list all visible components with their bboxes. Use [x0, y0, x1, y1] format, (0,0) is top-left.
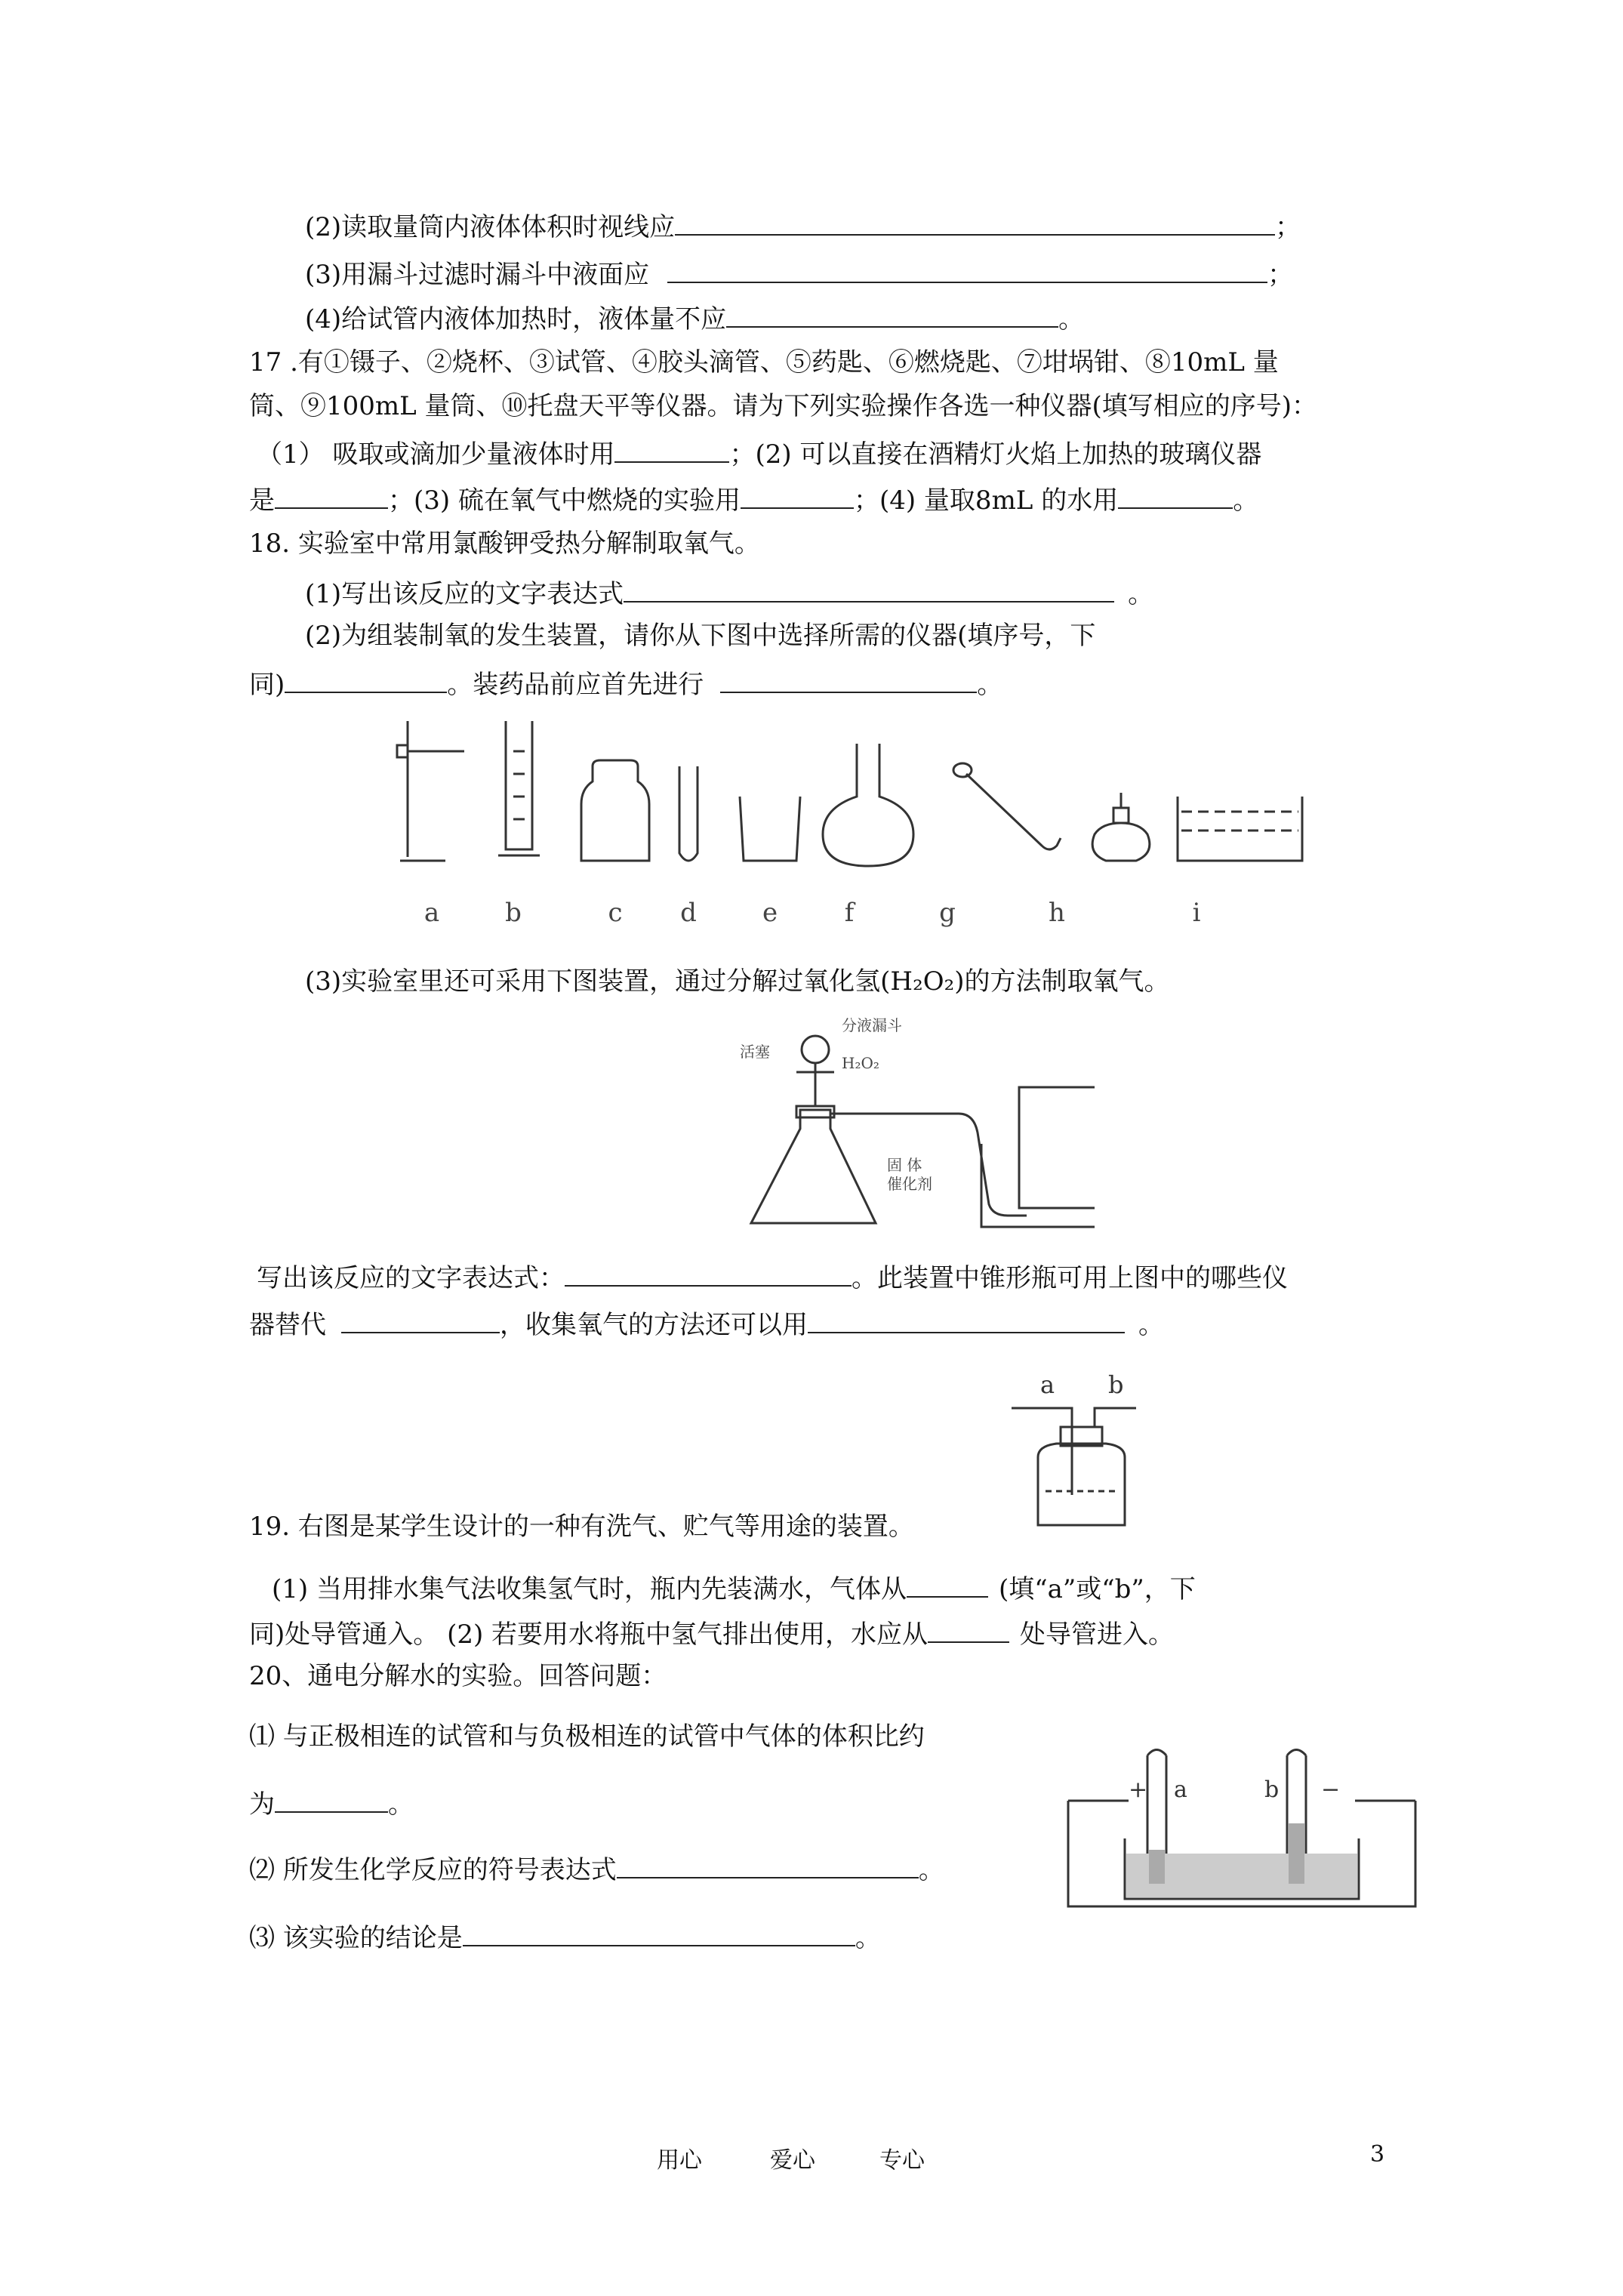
answer-blank[interactable]: [928, 1616, 1009, 1643]
q20-title: 20、通电分解水的实验。回答问题：: [249, 1661, 667, 1691]
q17-line3: （1） 吸取或滴加少量液体时用 ；(2) 可以直接在酒精灯火焰上加热的玻璃仪器: [257, 436, 1261, 470]
answer-blank[interactable]: [565, 1259, 852, 1287]
q18-part3: (3)实验室里还可采用下图装置，通过分解过氧化氢(H₂O₂)的方法制取氧气。: [305, 966, 1170, 997]
funnel-label: 分液漏斗: [842, 1016, 902, 1034]
footer-word: 专心: [879, 2147, 925, 2174]
electrolysis-figure: [1053, 1740, 1431, 1914]
beaker-icon: [740, 797, 800, 861]
footer-word: 爱心: [770, 2147, 815, 2174]
stopcock-label: 活塞: [740, 1043, 770, 1061]
water-trough-icon: [1178, 797, 1302, 861]
answer-blank[interactable]: [726, 300, 1058, 328]
delivery-tube-icon: [953, 763, 1061, 849]
minus-sign: −: [1321, 1777, 1341, 1803]
apparatus-label: c: [608, 898, 623, 928]
answer-blank[interactable]: [275, 482, 388, 509]
answer-blank[interactable]: [675, 208, 1275, 236]
answer-blank[interactable]: [624, 575, 1114, 603]
test-tube-icon: [679, 766, 698, 861]
q18-part5: 器替代 ，收集氧气的方法还可以用 。: [249, 1306, 1164, 1340]
answer-blank[interactable]: [617, 1851, 919, 1878]
catalyst-label: 催化剂: [887, 1175, 932, 1193]
q16-part4: (4)给试管内液体加热时，液体量不应 。: [305, 300, 1084, 334]
q17-line1: 17 .有①镊子、②烧杯、③试管、④胶头滴管、⑤药匙、⑥燃烧匙、⑦坩埚钳、⑧10mL 量: [249, 347, 1279, 378]
q17-line4: 是 ；(3) 硫在氧气中燃烧的实验用 ；(4) 量取8mL 的水用 。: [249, 482, 1258, 516]
tube-b-label: b: [1108, 1370, 1124, 1399]
answer-blank[interactable]: [1118, 482, 1233, 509]
tube-a-label: a: [1040, 1370, 1055, 1399]
apparatus-label: h: [1049, 898, 1065, 928]
q17-line2: 筒、⑨100mL 量筒、⑩托盘天平等仪器。请为下列实验操作各选一种仪器(填写相应的序号)：: [249, 391, 1318, 421]
apparatus-label: e: [762, 898, 778, 928]
alcohol-lamp-icon: [1092, 793, 1150, 861]
apparatus-label: i: [1192, 898, 1201, 928]
q18-part2-cont: 同) 。装药品前应首先进行 。: [249, 666, 1002, 700]
tube-a-label: a: [1174, 1777, 1187, 1803]
h2o2-apparatus-figure: [717, 1008, 1095, 1234]
answer-blank[interactable]: [275, 1786, 388, 1813]
q20-line4: ⑶ 该实验的结论是 。: [249, 1919, 881, 1953]
answer-blank[interactable]: [907, 1570, 988, 1598]
apparatus-label: a: [423, 898, 440, 928]
h2o2-label: H₂O₂: [842, 1054, 879, 1072]
catalyst-label: 固 体: [887, 1156, 922, 1174]
gas-jar-icon: [581, 760, 649, 861]
apparatus-label: f: [844, 898, 855, 928]
q16-part3: (3)用漏斗过滤时漏斗中液面应 ；: [305, 256, 1293, 290]
q16-part2: (2)读取量筒内液体体积时视线应 ；: [305, 208, 1301, 242]
apparatus-label: g: [939, 898, 956, 928]
footer-word: 用心: [657, 2147, 702, 2174]
answer-blank[interactable]: [341, 1306, 500, 1333]
answer-blank[interactable]: [463, 1919, 855, 1946]
apparatus-label: d: [680, 898, 697, 928]
q18-part4: 写出该反应的文字表达式： 。此装置中锥形瓶可用上图中的哪些仪: [257, 1259, 1288, 1293]
plus-sign: +: [1129, 1777, 1148, 1803]
gas-washing-bottle-figure: [1004, 1359, 1200, 1533]
answer-blank[interactable]: [667, 256, 1267, 283]
q20-line1: ⑴ 与正极相连的试管和与负极相连的试管中气体的体积比约: [249, 1721, 925, 1752]
tube-b-label: b: [1264, 1777, 1280, 1803]
q19-line2: 同)处导管通入。 (2) 若要用水将瓶中氢气排出使用，水应从 处导管进入。: [249, 1616, 1174, 1650]
answer-blank[interactable]: [741, 482, 854, 509]
page-number: 3: [1370, 2141, 1385, 2168]
answer-blank[interactable]: [614, 436, 729, 463]
q19-title: 19. 右图是某学生设计的一种有洗气、贮气等用途的装置。: [249, 1512, 914, 1542]
answer-blank[interactable]: [808, 1306, 1125, 1333]
answer-blank[interactable]: [285, 666, 447, 693]
round-flask-icon: [823, 744, 913, 866]
q18-title: 18. 实验室中常用氯酸钾受热分解制取氧气。: [249, 529, 760, 559]
answer-blank[interactable]: [720, 666, 977, 693]
q20-line3: ⑵ 所发生化学反应的符号表达式 。: [249, 1851, 944, 1885]
q18-part2: (2)为组装制氧的发生装置，请你从下图中选择所需的仪器(填序号，下: [305, 621, 1096, 651]
iron-stand-icon: [397, 721, 464, 861]
apparatus-figure: [393, 706, 1321, 948]
q20-line2: 为 。: [249, 1786, 414, 1820]
graduated-cylinder-icon: [498, 721, 540, 855]
q19-line1: (1) 当用排水集气法收集氢气时，瓶内先装满水，气体从 (填“a”或“b”，下: [272, 1570, 1196, 1604]
q18-part1: (1)写出该反应的文字表达式 。: [305, 575, 1153, 609]
apparatus-label: b: [505, 898, 522, 928]
